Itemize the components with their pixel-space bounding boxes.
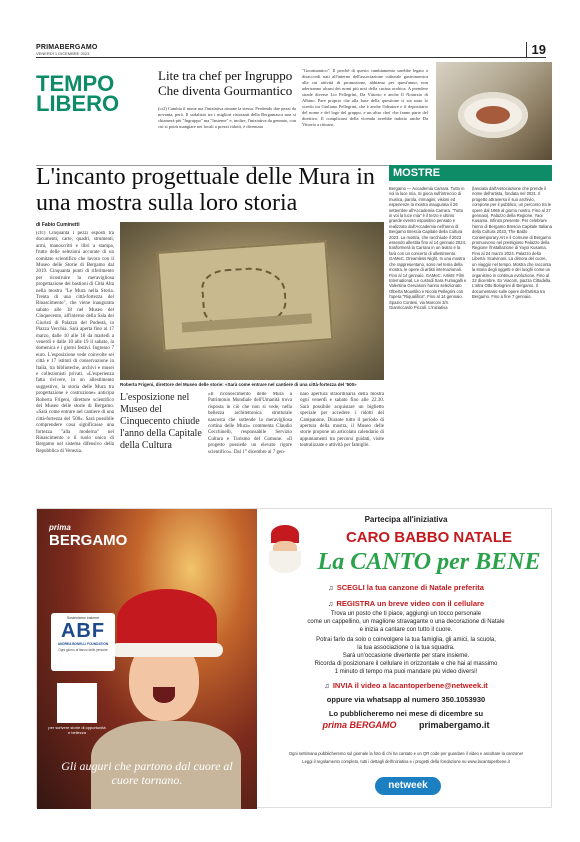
dish-shape [476, 106, 510, 124]
article-body-col2: «Il riconoscimento delle Mura a Patrimonio Mondiale dell'Umanità trova risposta in ciò che non si vede, nella bellezza architettonica strutturale nascosta che sottende la meravigliosa cortina delle Mura» commenta Claudio Cecchinelli, responsabile Servizio Cultura e Turismo del Comune. «Il progetto possiede un elevato rigore scientifico». Dal 1° dicembre al 7 gen- [208, 392, 292, 455]
fine-print-1: Ogni settimana pubblicheremo sul giornale la foto di chi ha cantato e un QR code per guardare il video e ascoltare la canzone! [288, 751, 524, 756]
abf-tagline: Ogni giorno al fianco delle persone [58, 648, 108, 652]
ad-line-5: e inizia a cantare con tutto il cuore. [359, 627, 453, 633]
mostre-title: MOSTRE [393, 167, 441, 179]
map-photo [120, 222, 384, 380]
santa-beard [269, 551, 301, 573]
qr-caption: per scrivere storie di opportunità e bellezza [48, 725, 106, 735]
ad-text-area [263, 515, 549, 807]
article-byline: di Fabio Cuminetti [36, 222, 80, 228]
publish-line: Lo pubblicheremo nei mese di dicembre su [328, 709, 484, 718]
page-number: 19 [526, 42, 546, 57]
child-photo [37, 509, 257, 809]
masthead: PRIMABERGAMO [36, 44, 98, 51]
advertisement [36, 508, 552, 808]
step-invia-text: INVIA il video a lacantoperbene@netweek.it [332, 681, 488, 690]
article-body-col1: (cfc) Cinquanta i pezzi esposti tra documenti, carte, quadri, strumenti, armi, manoscritti e libri a stampa, frutto delle selezioni accurate di un comitato scientifico che lavora con il Museo delle Storie di Bergamo dal 2019. Cinquanta punti di riferimento per ricostruire la meravigliosa progettazione dei bastioni di Città Alta nella mostra "Le Mura nella Storia. Trenta di una città-fortezza del Rinascimento", che viene inaugurata sabato alle 18 nel Museo del Cinquecento, all'interno della Sala dei Giuristi di Palazzo del Podestà, in Piazza Vecchia. Sarà aperta fino al 17 marzo, dalle 10 alle 18 da martedì a venerdì e dalle 10 alle 19 il sabato, la domenica e i giorni festivi. Ingresso 7 euro. L'esposizione vede coinvolte sei città e 17 istituti di conservazione in Italia, tra biblioteche, archivi e musei e collezionisti privati. «L'esperienza fatta rivivere, in un allestimento suggestivo, la storia delle Mura tra progettazione e costruzione» anticipa Roberta Frigeni, direttore scientifico del Museo delle storie di Bergamo. «Sarà come entrare nel cantiere di una città-fortezza del '500». Sarà possibile comprendere cosa significasse una fortezza "alla moderna" nel Rinascimento e il ruolo unico di Bergamo nel sistema difensivo della Repubblica di Venezia. [36, 231, 114, 454]
ad-line-9: Ricorda di posizionare il cellulare in orizzontale e che hai al massimo [314, 661, 498, 667]
music-note-icon: ♫ [324, 681, 330, 690]
publish-logos [263, 720, 549, 730]
music-note-icon: ♫ [328, 583, 334, 592]
section-title [36, 71, 136, 116]
ad-line-7: la tua associazione o la tua squadra. [357, 645, 455, 651]
step-invia [263, 681, 549, 690]
lite-headline: Lite tra chef per Ingruppo Che diventa Gourmantico [158, 68, 293, 98]
abf-logo-box [51, 613, 115, 671]
article-body-col3: naio apertura straordinaria della mostra ogni venerdì e sabato fino alle 22.30. Sarà possibile acquistare un biglietto speciale per accedere i ridotti del Campanone. Durante tutto il periodo di apertura della mostra, il Museo delle storie propone un articolato calendario di appuntamenti tra percorsi guidati, visite teatralizzate e attività per famiglie. [300, 392, 384, 449]
ad-title-script: La CANTO per BENE [317, 549, 541, 575]
brand-small: prima [49, 523, 71, 532]
step-scegli [263, 583, 549, 592]
mostre-col1: Bergamo — Accademia Carrara. Tutto in voi la luce mia. Si gioca sull'intreccio di musica, parola, immagini, visioni ed esperienze la mostra inaugurata il 26 settembre all'Accademia Carrara. "Tutto in voi la luce mia" è il terzo e ultimo grande evento espositivo pensato e realizzato dall'Accademia nell'anno di Bergamo Brescia Capitale della Cultura 2023. La mostra, che racchiude il 2023 essendo allestita fino al 14 gennaio 2024, trasformerà la Carrara in un teatro e la farà con un concerto di allestimento. GAMeC. Dreamless Night. In una mostra che rappresentano, sono nel tema della mostra, le opere di artisti internazionali. Fino al 14 gennaio. GAMeC. Artists' Film International. Le custodi Sara Fumagalli e Valentina Gervasoni hanno selezionato Olberta Moustiko e Nicola Pellegrini con l'opera "Riqualifica". Fino al 14 gennaio. Spazio Contesi, via Marconi 3/4. Gianriccardo Piccoli. L'iniziativa [389, 186, 467, 310]
ad-partecipa: Partecipa all'iniziativa [364, 515, 448, 524]
fine-print-2: Leggi il regolamento completo, tutti i dettagli dell'iniziativa e i progetti della fondazione su www.lacantoperbene.it [302, 759, 510, 764]
prima-bergamo-logo [49, 523, 127, 549]
ad-line-10: 1 minuto di tempo ma puoi mandare più video diversi! [334, 669, 478, 675]
netweek-logo: netweek [375, 777, 441, 795]
food-photo [436, 62, 552, 160]
mouth-shape [153, 687, 175, 703]
ad-line-8: Sarà un'occasione divertente per stare insieme. [342, 653, 470, 659]
abf-name: ANDREA BONELLI FOUNDATION [57, 642, 109, 646]
historic-map [157, 240, 334, 352]
pull-quote: L'esposizione nel Museo del Cinquecento chiude l'anno della Capitale della Cultura [120, 392, 202, 451]
prima-bergamo-mark: prima BERGAMO [322, 720, 397, 730]
lite-body-col2: "Gourmantico". Il perché di questo cambiamento sarebbe legato a disaccordi nati all'interno dell'associazione culturale gastronomica alla cui attività di promozione, abbiamo per quest'anno, non aderiranno alcuni dei nomi più noti della cucina orobica. A prendere strade diverse Lio Pellegrini, Da Vittorio e anche Il Noturzio di Albino. Pare proprio che alla base della questione ci sia stato lo scredo tra Giuliano Pellegrini, che è anche l'ideatore e il depositario del nome e del logo del gruppo, e un altro chef che fanno parte del direttivo. Il complicarsi della vicenda avrebbe indotto anche Da Vittorio a ritirarsi. [302, 68, 428, 127]
lite-body-col1: (cr2) Cambia il nome ma l'iniziativa rimane la stessa. Perdendo due pezzi da novanta, però. Il sodalizio tra i migliori ristoranti della Bergamasca non si chiamerà più "Ingruppo" ma "Insieme" e, inoltre, l'iniziativa da gennaio, con cui si potrà mangiare nei locali a prezzi ridotti, è diventata [158, 106, 296, 129]
ad-line-4: come un cappellino, un maglione stravagante o una decorazione di Natale [307, 619, 505, 625]
ad-title-main: CARO BABBO NATALE [345, 529, 513, 546]
step-registra [263, 599, 549, 608]
music-note-icon: ♫ [327, 599, 334, 608]
ad-slogan: Gli auguri che partono dal cuore al cuore tornano. [61, 759, 233, 787]
dateline: VENERDÌ 1 DICEMBRE 2023 [36, 51, 90, 56]
photo-caption: Roberta Frigeni, direttore del Museo delle storie: «Sarà come entrare nel cantiere di una città-fortezza del '500» [120, 382, 357, 387]
ad-line-6: Potrai farlo da solo o coinvolgere la tua famiglia, gli amici, la scuola, [316, 637, 496, 643]
section-title-line1: TEMPO [36, 71, 115, 96]
section-title-line2: LIBERO [36, 91, 120, 116]
qr-code[interactable] [57, 683, 97, 723]
step-registra-text: REGISTRA un breve video con il cellulare [336, 599, 485, 608]
brand-big: BERGAMO [49, 532, 128, 549]
step-scegli-text: SCEGLI la tua canzone di Natale preferita [336, 583, 484, 592]
page-header [36, 44, 546, 58]
whatsapp-line: oppure via whatsapp al numero 350.1053930 [326, 695, 486, 704]
mostre-header [389, 165, 552, 181]
website-link[interactable]: primabergamo.it [419, 720, 490, 730]
mostre-col2: (lanciata dall'Associazione che prende il nome dell'artista, fondata nel 2021. Il progetto attraverso il suo archivio, compone per il pubblico, un percorso tra le opere dal 1965 al giorno nostro. Fino al 27 gennaio). Palazzo della Regione. Yaoi Kusama. Infinito presente. Per celebrare l'anno di Bergamo Brescia Capitale Italiana della Cultura 2023, The Baldo Contemporary Art e il Comune di Bergamo promuovono nel prestigioso Palazzo della Regione l'installazione di Yayoi Kusama. Fino al 24 marzo 2024. Palazzo della Libertà. Scalvinoni. La dimora del cuore, un viaggio nel tempo. Mostra che racconta la storia degli oggetti e dei luoghi come un organismo in continua evoluzione. Fino al 22 dicembre. Ex Viacom, piazza Cittadella. L'altra Otto Bolognini di Bergamo. Il documentario sulle opere dell'artista tra Bergamo. Fino a fine 7 gennaio. [472, 186, 552, 300]
abf-top-text: Sosteniamo insieme [66, 616, 100, 620]
ad-line-3: Trova un posto che ti piace, aggiungi un tocco personale [330, 611, 482, 617]
santa-icon [265, 525, 305, 575]
santa-hat-shape [117, 589, 217, 651]
abf-mark: ABF [60, 620, 106, 642]
article-headline: L'incanto progettuale delle Mura in una mostra sulla loro storia [36, 164, 375, 216]
